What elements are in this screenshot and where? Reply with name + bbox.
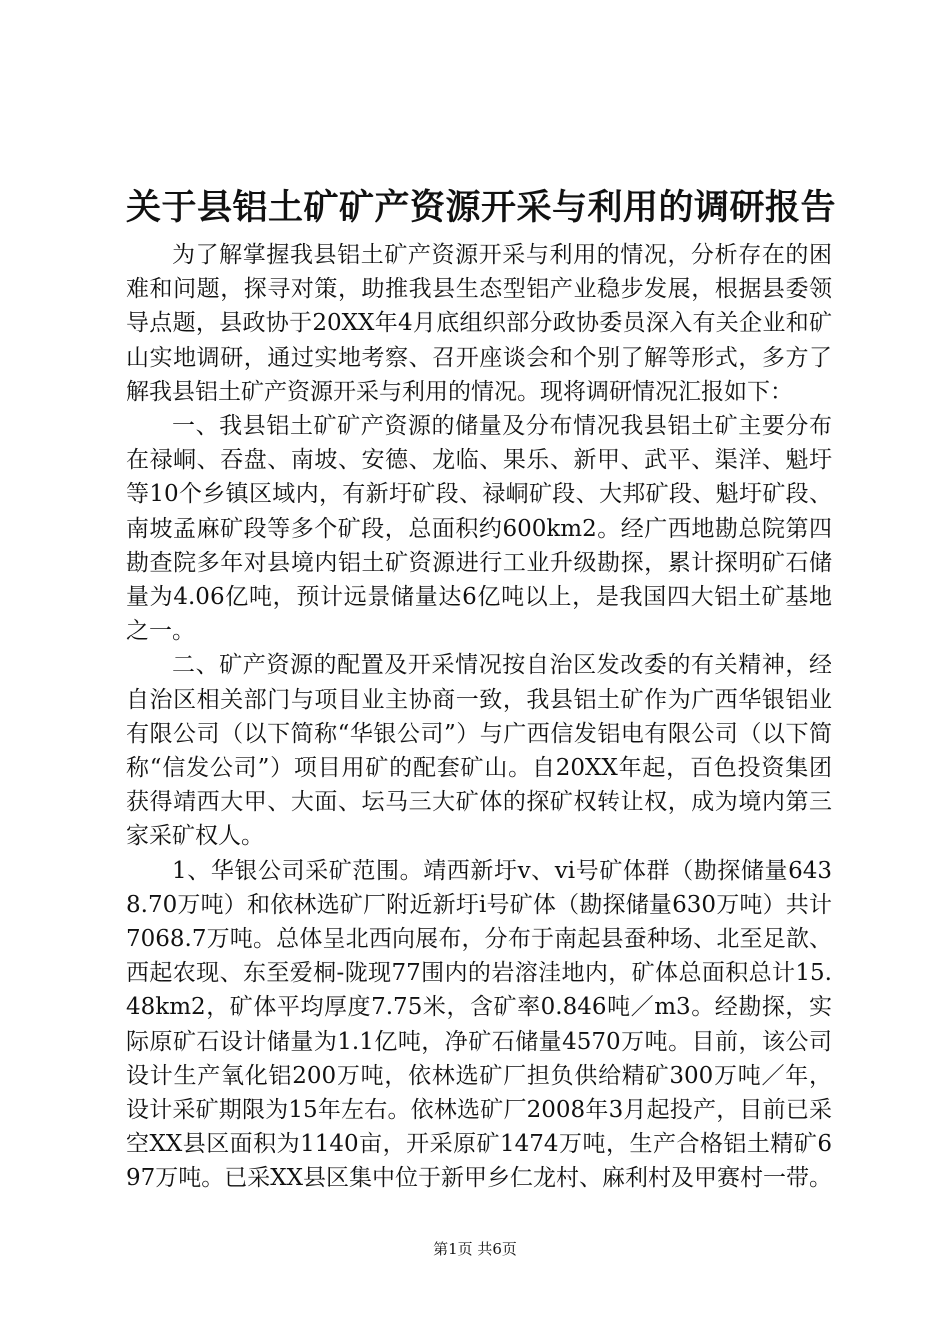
paragraph-intro: 为了解掌握我县铝土矿产资源开采与利用的情况，分析存在的困难和问题，探寻对策，助推我县生态型铝产业稳步发展，根据县委领导点题，县政协于20XX年4月底组织部分政协委员深入有关企业和矿山实地调研，通过实地考察、召开座谈会和个别了解等形式，多方了解我县铝土矿产资源开采与利用的情况。现将调研情况汇报如下： (126, 242, 832, 405)
paragraph-section-2: 二、矿产资源的配置及开采情况按自治区发改委的有关精神，经自治区相关部门与项目业主协商一致，我县铝土矿作为广西华银铝业有限公司（以下简称“华银公司”）与广西信发铝电有限公司（以下简称“信发公司”）项目用矿的配套矿山。自20XX年起，百色投资集团获得靖西大甲、大面、坛马三大矿体的探矿权转让权，成为境内第三家采矿权人。 (126, 652, 832, 850)
paragraph-subsection-1: 1、华银公司采矿范围。靖西新圩ⅴ、ⅵ号矿体群（勘探储量6438.70万吨）和依林选矿厂附近新圩ⅰ号矿体（勘探储量630万吨）共计7068.7万吨。总体呈北西向展布，分布于南起县蚕种场、北至足歆、西起农现、东至爱桐-陇现77围内的岩溶洼地内，矿体总面积总计15.48km2，矿体平均厚度7.75米，含矿率0.846吨／m3。经勘探，实际原矿石设计储量为1.1亿吨，净矿石储量4570万吨。目前，该公司设计生产氧化铝200万吨，依林选矿厂担负供给精矿300万吨／年，设计采矿期限为15年左右。依林选矿厂2008年3月起投产，目前已采空XX县区面积为1140亩，开采原矿1474万吨，生产合格铝土精矿697万吨。已采XX县区集中位于新甲乡仁龙村、麻利村及甲赛村一带。 (126, 857, 833, 1192)
paragraph-section-1: 一、我县铝土矿矿产资源的储量及分布情况我县铝土矿主要分布在禄峒、吞盘、南坡、安德、龙临、果乐、新甲、武平、渠洋、魁圩等10个乡镇区域内，有新圩矿段、禄峒矿段、大邦矿段、魁圩矿段、南坡孟麻矿段等多个矿段，总面积约600km2。经广西地勘总院第四勘查院多年对县境内铝土矿资源进行工业升级勘探，累计探明矿石储量为4.06亿吨，预计远景储量达6亿吨以上，是我国四大铝土矿基地之一。 (126, 413, 832, 645)
document-body (126, 238, 832, 1196)
document-title: 关于县铝土矿矿产资源开采与利用的调研报告 (126, 187, 837, 228)
page-number-footer: 第1页 共6页 (433, 1240, 517, 1258)
